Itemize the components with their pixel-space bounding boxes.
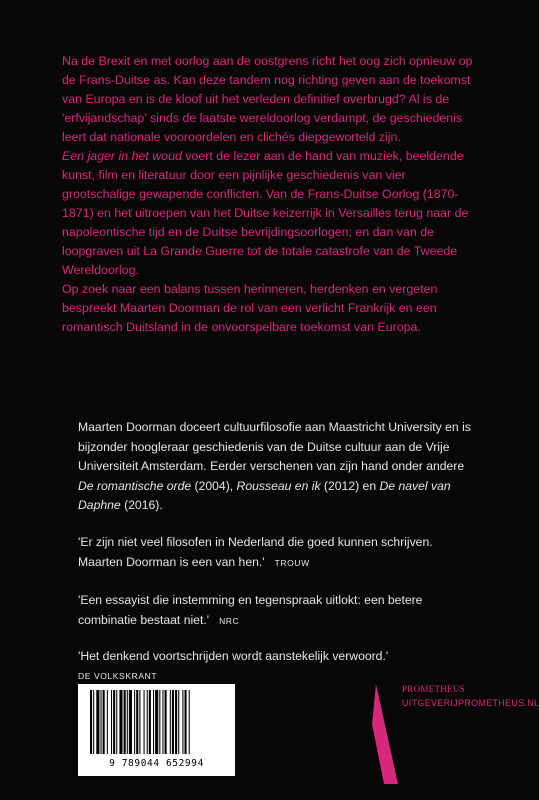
quote-source: NRC	[219, 615, 240, 626]
review-quote	[78, 533, 478, 573]
bio-book-title: Rousseau en ik	[236, 478, 321, 493]
author-bio	[78, 418, 478, 516]
bio-text: (2012) en	[320, 478, 380, 493]
bio-book-title: De navel van Daphne	[78, 478, 451, 512]
blurb-paragraph-1: Na de Brexit en met oorlog aan de oostgrens richt het oog zich opnieuw op de Frans-Duitse as. Kan deze tandem nog richting geven aan de toekomst van Europa en is de kloof uit het verleden definitief overbrugd? Al is de 'erfvijandschap' sinds de laatste wereldoorlog verdampt, de geschiedenis leert dat nationale vooroordelen en clichés diepgeworteld zijn.	[62, 54, 473, 144]
quote-text: 'Een essayist die instemming en tegenspraak uitlokt: een betere combinatie bestaat niet.'	[78, 593, 423, 627]
book-title: Een jager in het woud	[62, 149, 182, 163]
review-quote	[78, 591, 478, 631]
publisher-url: UITGEVERIJPROMETHEUS.NL	[402, 698, 539, 708]
quote-source: TROUW	[274, 557, 310, 568]
prometheus-logo-icon	[372, 684, 400, 784]
quote-source: DE VOLKSKRANT	[78, 670, 158, 681]
quote-text: 'Er zijn niet veel filosofen in Nederland die goed kunnen schrijven. Maarten Doorman is een van hen.'	[78, 535, 433, 569]
blurb-paragraph-2	[62, 147, 482, 280]
blurb-paragraph-2-text: voert de lezer aan de hand van muziek, beeldende kunst, film en literatuur door een pijnlijke geschiedenis van vier grootschalige gewapende conflicten. Van de Frans-Duitse Oorlog (1870-1871) en het uitroepen van het Duitse keizerrijk in Versailles terug naar de napoleontische tijd en de Duitse bevrijdingsoorlogen; en dan van de loopgraven uit La Grande Guerre tot de totale catastrofe van de Tweede Wereldoorlog.	[62, 149, 469, 277]
barcode	[78, 684, 235, 776]
publisher-name: PROMETHEUS	[402, 684, 466, 694]
isbn-number: 9 789044 652994	[109, 758, 204, 769]
review-quote	[78, 647, 478, 685]
blurb	[62, 52, 482, 337]
blurb-paragraph-3: Op zoek naar een balans tussen herinneren, herdenken en vergeten bespreekt Maarten Doorman de rol van een verlicht Frankrijk en een romantisch Duitsland in de onvoorspelbare toekomst van Europa.	[62, 282, 438, 334]
quote-text: 'Het denkend voortschrijden wordt aanstekelijk verwoord.'	[78, 649, 389, 663]
bio-text: (2004),	[191, 478, 237, 493]
bio-book-title: De romantische orde	[78, 478, 192, 493]
barcode-bars	[88, 690, 225, 756]
bio-text: Maarten Doorman doceert cultuurfilosofie aan Maastricht University en is bijzonder hoogleraar geschiedenis van de Duitse cultuur aan de Vrije Universiteit Amsterdam. Eerder verschenen van zijn hand onder andere	[78, 420, 471, 473]
bio-text: (2016).	[120, 498, 163, 512]
